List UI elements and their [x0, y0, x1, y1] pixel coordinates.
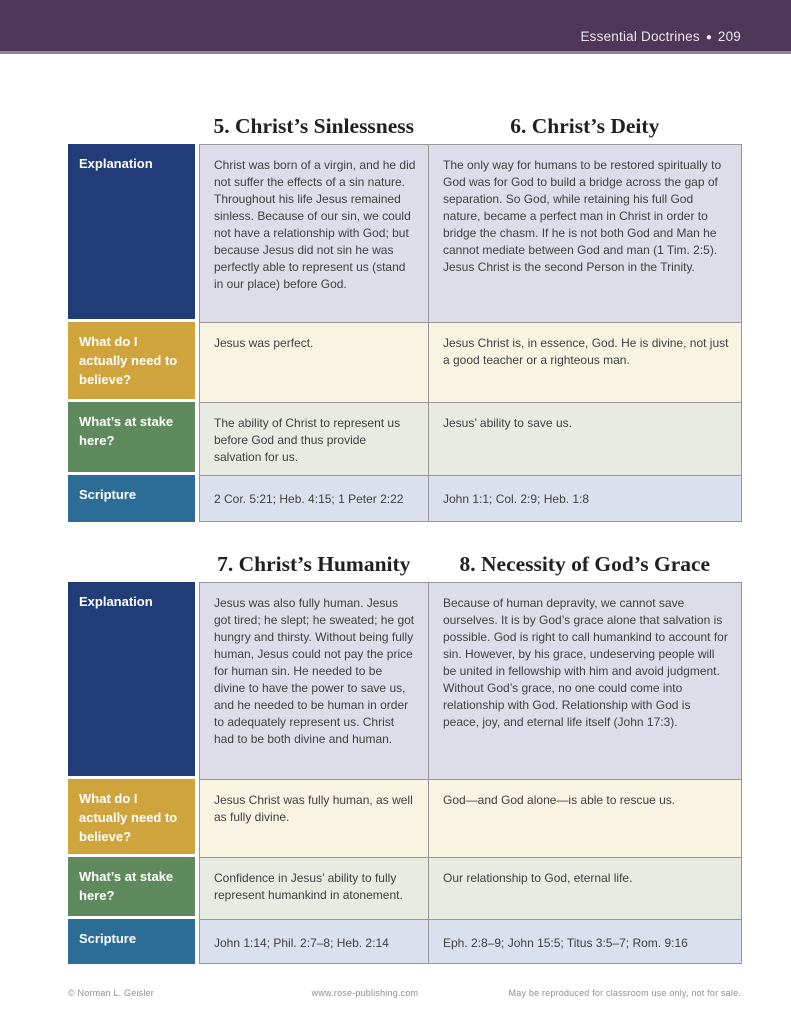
footer-notice: May be reproduced for classroom use only, not for sale.	[508, 988, 741, 998]
header-page-number: 209	[717, 29, 741, 44]
row-label-stake: What’s at stake here?	[68, 857, 199, 919]
table-cell: Christ was born of a virgin, and he did not suffer the effects of a sin nature. Throughout his life Jesus remained sinless. Because of our sin, we could not have a relationship with God; but because Jesus did not sin he was perfectly able to represent us (stand in our place) before God.	[199, 144, 429, 322]
footer-copyright: © Norman L. Geisler	[68, 988, 154, 998]
table-cell: Eph. 2:8–9; John 15:5; Titus 3:5–7; Rom. 9:16	[429, 919, 742, 964]
footer-website: www.rose-publishing.com	[311, 988, 419, 998]
row-label-stake: What’s at stake here?	[68, 402, 199, 475]
row-label-believe: What do I actually need to believe?	[68, 322, 199, 402]
bullet-icon: ●	[705, 32, 712, 43]
row-label-explanation: Explanation	[68, 582, 199, 779]
table-cell: Our relationship to God, eternal life.	[429, 857, 742, 919]
table-cell: Jesus Christ was fully human, as well as fully divine.	[199, 779, 429, 857]
row-label-scripture: Scripture	[68, 919, 199, 964]
table-cell: Jesus Christ is, in essence, God. He is divine, not just a good teacher or a righteous man.	[429, 322, 742, 402]
table-cell: God—and God alone—is able to rescue us.	[429, 779, 742, 857]
table-2-title-left: 7. Christ’s Humanity	[217, 552, 411, 576]
table-cell: John 1:1; Col. 2:9; Heb. 1:8	[429, 475, 742, 522]
doctrine-table-2	[68, 582, 741, 964]
table-1-title-right: 6. Christ’s Deity	[510, 114, 660, 138]
table-cell: Jesus was perfect.	[199, 322, 429, 402]
row-label-scripture: Scripture	[68, 475, 199, 522]
row-label-explanation: Explanation	[68, 144, 199, 322]
doctrine-table-1	[68, 144, 741, 522]
page-header-bar	[0, 0, 791, 54]
table-cell: Jesus was also fully human. Jesus got tired; he slept; he sweated; he got hungry and thirsty. Without being fully human, Jesus could not pay the price for human sin. He needed to be divine to have the power to save us, and he needed to be human in order to adequately represent us. Christ had to be both divine and human.	[199, 582, 429, 779]
row-label-believe: What do I actually need to believe?	[68, 779, 199, 857]
table-1-title-left: 5. Christ’s Sinlessness	[213, 114, 415, 138]
table-cell: Confidence in Jesus’ ability to fully represent humankind in atonement.	[199, 857, 429, 919]
table-cell: Because of human depravity, we cannot save ourselves. It is by God’s grace alone that salvation is possible. God is right to call humankind to account for sin. However, by his grace, undeserving people will be united in fellowship with him and avoid judgment. Without God’s grace, no one could come into relationship with God. Relationship with God is peace, joy, and eternal life itself (John 17:3).	[429, 582, 742, 779]
table-cell: 2 Cor. 5:21; Heb. 4:15; 1 Peter 2:22	[199, 475, 429, 522]
table-2-title-right: 8. Necessity of God’s Grace	[459, 552, 711, 576]
table-cell: The ability of Christ to represent us before God and thus provide salvation for us.	[199, 402, 429, 475]
table-cell: Jesus’ ability to save us.	[429, 402, 742, 475]
section-1-titles	[199, 111, 741, 141]
header-section-title: Essential Doctrines	[580, 29, 700, 44]
table-cell: John 1:14; Phil. 2:7–8; Heb. 2:14	[199, 919, 429, 964]
section-2-titles	[199, 549, 741, 579]
page-footer	[68, 988, 741, 998]
table-cell: The only way for humans to be restored spiritually to God was for God to build a bridge across the gap of separation. So God, while retaining his full God nature, became a perfect man in Christ in order to bridge the chasm. If he is not both God and Man he cannot mediate between God and man (1 Tim. 2:5). Jesus Christ is the second Person in the Trinity.	[429, 144, 742, 322]
page-body	[0, 111, 791, 964]
